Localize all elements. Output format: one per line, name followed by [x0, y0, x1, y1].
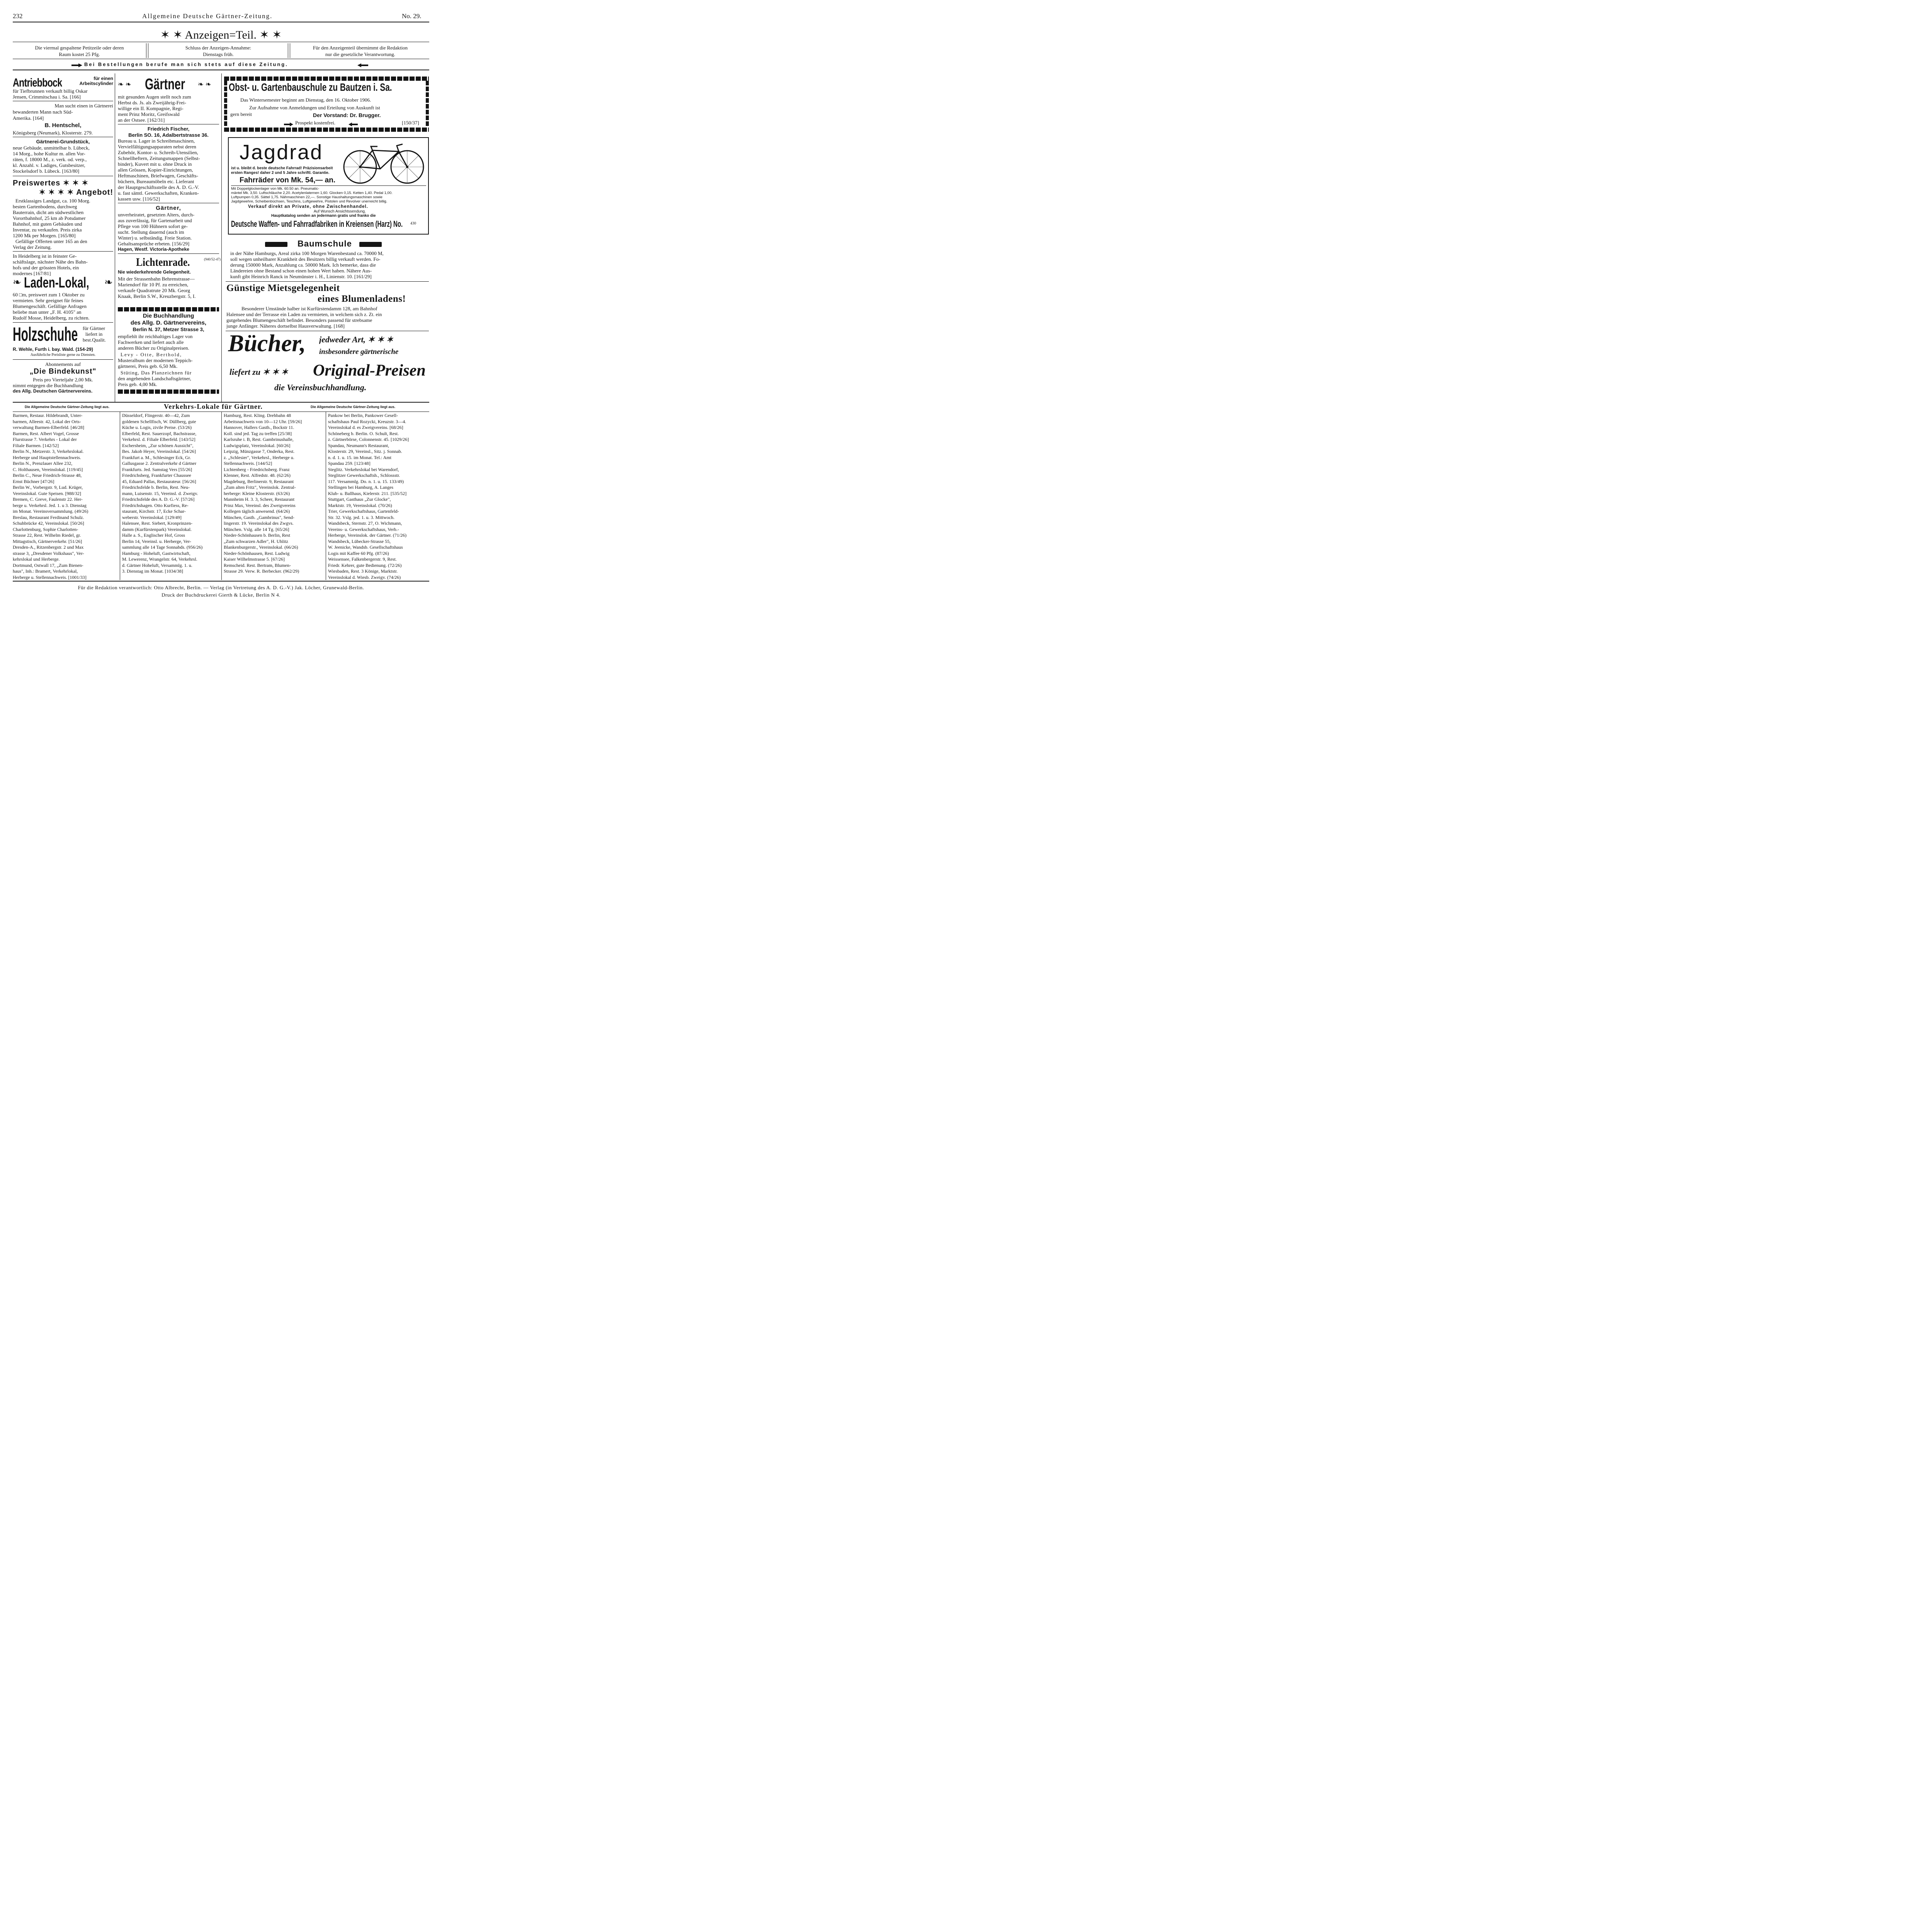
lokale-line: Friedrichshagen. Otto Kurfiess, Re-	[122, 502, 189, 508]
ad-headline: Obst- u. Gartenbauschule zu Bautzen i. Sa.	[229, 81, 392, 93]
newspaper-page: 232 Allgemeine Deutsche Gärtner-Zeitung. No. 29. ✶ ✶ Anzeigen=Teil. ✶ ✶ Die viermal gespaltene Petitzeile oder deren Raum kostet 25 Pfg. Schluss der Anzeigen-Annahme: Dienstags früh. Für den Anzeigenteil übernimmt die Redaktion nur die gesetzliche Verantwortung. Bei Bestellungen berufe man sich stets auf diese Zeitung. Antriebbock für einen Arbeitscylinder für Tiefbrunnen verkauft billig Oskar Jensen, Crimmitschau i. Sa. [166] Man sucht einen in Gärtnerei bewanderten Mann nach Süd- Amerika. [164] B. Hentschel, Königsberg (Neumark), Klosterstr. 279. Gärtnerei-Grundstück, neue Gebäude, unmittelbar b. Lübeck, 14 Morg., hohe Kultur m. allen Vor- räten, f. 18000 M., z. verk. od. verp., kl. Anzahl. v. Ladiges, Gutsbesitzer, Stockelsdorf b. Lübeck. [163/80] Preiswertes ✶ ✶ ✶ ✶ ✶ ✶ ✶ Angebot! Erstklassiges Landgut, ca. 100 Morg. besten Gartenbodens, durchweg Bauterrain, dicht am südwestlichen Vorortbahnhof, 25 km ab Potsdamer Bahnhof, mit guten Gebäuden und Inventar, zu verkaufen. Preis zirka 1200 Mk per Morgen. [165/80] Gefällige Offerten unter 165 an den Verlag der Zeitung. In Heidelberg ist in feinster Ge- schäftslage, nächster Nähe des Bahn- hofs und der grössten Hotels, ein modernes [167/81] ❧ Laden-Lokal, ❧ 60 □m, preiswert zum 1 Oktober zu vermieten. Sehr geeignet für feines Blumengeschäft. Gefällige Anfragen beliebe man unter „F. H. 4105" an Rudolf Mosse, Heidelberg, zu richten. Holzschuhe für Gärtner liefert in best.Qualit. R. Wehle, Furth i. bay. Wald. (154-29) Ausführliche Preisliste gerne zu Diensten. Abonnements auf „Die Bindekunst" Preis pro Vierteljahr 2,00 Mk. nimmt entgegen die Buchhandlung des Allg. Deutschen Gärtnervereins. ❧ ❧ Gärtner ❧ ❧ mit gesunden Augen stellt noch zum Herbst ds. Js. als Zweijährig-Frei- willige ein II. Kompagnie, Regi- ment Prinz Moritz, Greifswald an der Ostsee. [162/31] Friedrich Fischer, Berlin SO. 16, Adalbertstrasse 36. Bureau u. Lager in Schreibmaschinen, Vervielfältigungsapparaten nebst deren Zubehör, Kontor- u. Schreib-Utensilien, Schnellheftern, Zeitungsmappen (Selbst- binder), Kuvert mit u. ohne Druck in allen Grössen, Kopier-Einrichtungen, Heftmaschinen, Briefwagen, Geschäfts- büchern, Bureaumöbeln etc. Lieferant der Hauptgeschäftsstelle des A. D. G.-V. u. fast sämtl. Gewerkschaften, Kranken- kassen usw. [116/52] Gärtner, unverheiratet, gesetzten Alters, durch- aus zuverlässig, für Gartenarbeit und Pflege von 100 Hühnern sofort ge- sucht. Stellung dauernd (auch im Winter) u. selbständig. Freie Station. Gehaltsansprüche erbeten. [156/29] Hagen, Westf. Victoria-Apotheke Lichtenrade. (940/52-47) Nie wiederkehrende Gelegenheit. Mit der Strassenbahn Behrenstrasse— Mariendorf für 10 Pf. zu erreichen, verkaufe Quadratrute 20 Mk. Georg Knaak, Berlin S.W., Kreuzbergstr. 5, I. Die Buchhandlung des Allg. D. Gärtnervereins, Berlin N. 37, Metzer Strasse 3, empfiehlt ihr reichhaltiges Lager von Fachwerken und liefert auch alle anderen Bücher zu Originalpreisen. Levy - Otte, Berthold, Musteralbum der modernen Teppich- gärtnerei, Preis geb. 6,50 Mk. Stüting, Das Planzeichnen für den angehenden Landschaftsgärtner, Preis geb. 4,00 Mk. Obst- u. Gartenbauschule zu Bautzen i. Sa. Das Wintersemester beginnt am Dienstag, den 16. Oktober 1906. Zur Aufnahme von Anmeldungen und Erteilung von Auskunft ist gern bereit Der Vorstand: Dr. Brugger. Prospekt kostenfrei. [150/37] Jagdrad ist u. bleibt d. beste deutsche Fahrrad! Präzisionsarbeit ersten Ranges! daher 2 und 5 Jahre schriftl. Garantie. Fahrräder von Mk. 54,— an. Mit Doppelglockenlager von Mk. 60.50 an. Pneumatic- mäntel Mk. 3,50. Luftschläuche 2,20. Acetylenlaternen 1,60. Glocken 0,15. Ketten 1,40. Pedal 1,00. Luftpumpen 0,35. Sättel 1,75. Nähmaschinen 22,—. Sonstige Haushaltungsmaschinen sowie Jagdgewehre, Scheibenbüchsen, Teschins, Luftgewehre, Pistolen und Revolver unerreicht billig. Verkauf direkt an Private, ohne Zwischenhandel. Auf Wunsch Ansichtssendung. Hauptkatalog senden an jedermann gratis und franko die Deutsche Waffen- und Fahrradfabriken in Kreiensen (Harz) No. 430 Baumschule in der Nähe Hamburgs, Areal zirka 100 Morgen Warenbestand ca. 70000 M, soll wegen unheilbarer Krankheit des Besitzers billig verkauft werden. Fo- derung 150000 Mark, Anzahlung ca. 50000 Mark. Ich bemerke, dass die Ländereien ohne Bestand schon einen hohen Wert haben. Nähere Aus- kunft gibt Heinrich Ranck in Neumünster i. H., Linienstr. 10. [161/29] Günstige Mietsgelegenheit eines Blumenladens! Besonderer Umstände halber ist Kurfürstendamm 128, am Bahnhof Halensee und der Terrasse ein Laden zu vermieten, in welchem sich z. Zt. ein gutgehendes Blumengeschäft befindet. Besonders passend für strebsame junge Anfänger. Näheres dortselbst Hausverwaltung. [168] Bücher, jedweder Art, ✶ ✶ ✶ insbesondere gärtnerische liefert zu ✶ ✶ ✶ Original-Preisen die Vereinsbuchhandlung. Die Allgemeine Deutsche Gärtner-Zeitung liegt aus. Verkehrs-Lokale für Gärtner. Die Allgemeine Deutsche Gärtner-Zeitung liegt aus. Barmen, Restaur. Hildebrandt, Unter- barmen, Alleestr. 42, Lokal der Orts- verwaltung Barmen-Elberfeld. [46/28] Barmen, Rest. Albert Vogel, Grosse Flurstrasse 7. Verkehrs - Lokal der Filiale Barmen. [142/52] Berlin N., Metzerstr. 3, Verkehrslokal. Herberge und Hauptstellennachweis. Berlin N., Prenzlauer Allee 232, C. Holthausen, Vereinslokal. [119/45] Berlin C., Neue Friedrich-Strasse 48, Ernst Büchner [47/26] Berlin W., Vorbergstr. 9, Lud. Krüger, Vereinslokal. Gute Speisen. [988/32] Bremen, C. Greve, Faulenstr 22. Her- berge u. Verkehrsl. Jed. 1. u 3. Dienstag im Monat. Vereinsversammlung. (49/26) Breslau, Restaurant Ferdinand Schulz. Schuhbrücke 42, Vereinslokal. [50/26] Charlottenburg, Sophie Charlotten- Strasse 22, Rest. Wilhelm Riedel, gr. Mittagstisch, Gärtnerverkehr. [51/26] Dresden-A., Ritzenbergstr. 2 und Max strasse 3, „Dresdener Volkshaus", Ver- kehrslokal und Herberge. Dortmund, Ostwall 17, „Zum Bienen- haus", Inh.: Bramert, Verkehrlokal, Herberge u. Stellennachweis. [1001/33] Düsseldorf, Flingerstr. 40—42, Zum goldenen Schellfisch, W. Düllberg, gute Küche u. Logis, zivile Preise. (53/26) Elberfeld, Rest. Sauerzopf, Bachstrasse, Verkehrsl. d. Filiale Elberfeld. [143/52] Eschersheim, „Zur schönen Aussicht", Bes. Jakob Heyer, Vereinslokal. [54/26] Frankfurt a. M., Schlesinger Eck, Gr. Gallusgasse 2. Zentralverkehr d Gärtner Frankfurts. Jed. Samstag Vers [55/26] Friedrichsberg, Frankfurter Chaussee 45, Eduard Pallas, Restaurateur. [56/26] Friedrichsfelde b. Berlin, Rest. Neu- mann, Luisenstr. 15, Vereinsl. d. Zweigv. Friedrichsfelde des A. D. G.-V. [57/26] Friedrichshagen. Otto Kurfiess, Re- staurant, Kirchstr. 17, Ecke Schar- weberstr. Vereinslokal. [129/49] Halensee, Rest. Siebert, Kronprinzen- damm (Kurfürstenpark) Vereinslokal. Halle a. S., Englischer Hof, Gross Berlin 14, Vereinsl. u. Herberge, Ver- sammlung alle 14 Tage Sonnabds. (956/26) Hamburg - Hoheluft, Gastwirtschaft, M. Lewerenz, Wrangelstr. 64, Verkehrsl. d. Gärtner Hoheluft, Versammlg. 1. u. 3. Dienstag im Monat. [1034/38] Hamburg, Rest. Kling. Drehbahn 48 Arbeitsnachweis von 10—12 Uhr. [59/26] Hannover, Hallers Gasth., Bockstr 11. Koll. sind jed. Tag zu treffen [25/38] Karlsruhe i. B, Rest. Gambrinushalle, Ludwigsplatz, Vereinslokal. [60/26] Leipzig, Münzgasse 7, Onderka, Rest. z. „Schlesier", Verkehrsl., Herberge u. Stellennachweis. [144/52] Lichtenberg - Friedrichsberg. Franz Klenner, Rest. Alfredstr. 48. (62/26) Magdeburg, Berlinerstr. 9, Restaurant „Zum alten Fritz", Vereinslok. Zentral- herberge: Kleine Klosterstr. (63/26) Mannheim H. 3. 3, Scheer, Restaurant Prinz Max, Vereinsl. des Zweigvereins Kollegen täglich anwesend. (64/26) München, Gasth. „Gambrinus", Send- lingerstr. 19. Vereinslokal des Zwgvs. München. Vslg. alle 14 Tg. [65/26] Nieder-Schönhausen b. Berlin, Rest „Zum schwarzen Adler", H. Uhlitz Blankenburgerstr., Vereinslokal. (66/26) Nieder-Schönhausen, Rest. Ludwig Kaiser Wilhelmstrasse 5. [67/26] Remscheid. Rest. Bertram, Blumen- Strasse 29. Verw. R. Berbecker. (962/29) Pankow bei Berlin, Pankower Gesell- schaftshaus Paul Rozycki, Kreuzstr. 3—4. Vereinslokal d. es Zweigvereins. [68/26] Schöneberg b. Berlin. O. Schult, Rest. z. Gärtnerbörse, Colonnenstr. 45. [1029/26] Spandau, Neumann's Restaurant, Klosterstr. 29, Vereinsl., Sitz. j. Sonnab. n. d. 1. u. 15. im Monat. Tel.: Amt Spandau 259. [123/48] Steglitz. Verkehrslokal bei Warendorf, Steglitzer Gewerkschaftsh., Schlossstr. 117. Versammlg. Do. n. 1. u. 15. 133/49) Stellingen bei Hamburg, A. Langes Klub- u. Ballhaus, Kielerstr. 211. [535/52] Stuttgart, Gasthaus „Zur Glocke", Marktstr. 19, Vereinslokal. (70/26) Trier, Gewerkschaftshaus, Gartenfeld- Str. 32. Vslg. jed. 1. u. 3. Mittwoch. Wandsbeck, Sternstr. 27, O. Wichmann, Vereins- u. Gewerkschaftshaus, Verb.- Herberge, Vereinslok. der Gärtner. (71/26) Wandsbeck, Lübecker-Strasse 55, W. Jeenicke, Wandsb. Gesellschaftshaus Logis mit Kaffee 60 Pfg. (87/26) Weissensee, Falkenbergerstr. 9, Rest. Friedr. Kehrer, gute Bedienung. (72/26) Wiesbaden, Rest. 3 Könige, Marktstr. Vereinslokal d. Wiesb. Zweigv. (74/26) Für die Redaktion verantwortlich: Otto Albrecht, Berlin. — Verlag (in Vertretung des A. D. G.-V.) Jak. Löcher, Grunewald-Berlin. Druck der Buchdruckerei Gierth & Lücke, Berlin N 4.	[0, 0, 439, 605]
ad-headline: Günstige Mietsgelegenheit	[226, 283, 340, 293]
lokale-line: Schöneberg b. Berlin. O. Schult, Rest.	[328, 430, 399, 436]
ad-headline: Bücher,	[228, 330, 306, 357]
lokale-line: Wandsbeck, Sternstr. 27, O. Wichmann,	[328, 520, 402, 526]
lokale-line: Remscheid. Rest. Bertram, Blumen-	[224, 562, 291, 568]
lokale-line: Logis mit Kaffee 60 Pfg. (87/26)	[328, 550, 389, 556]
issue-number: No. 29.	[402, 12, 422, 20]
lokale-line: schaftshaus Paul Rozycki, Kreuzstr. 3—4.	[328, 418, 406, 424]
lokale-line: Filiale Barmen. [142/52]	[13, 442, 59, 448]
lokale-line: Vereinslokal d. Wiesb. Zweigv. (74/26)	[328, 574, 401, 580]
ornament-icon: ❧ ❧	[198, 80, 211, 88]
lokale-line: Barmen, Restaur. Hildebrandt, Unter-	[13, 413, 83, 418]
lokale-line: Klub- u. Ballhaus, Kielerstr. 211. [535/52]	[328, 490, 407, 496]
lokale-line: Stellingen bei Hamburg, A. Langes	[328, 485, 394, 490]
lokale-line: Arbeitsnachweis von 10—12 Uhr. [59/26]	[224, 418, 302, 424]
lokale-line: damm (Kurfürstenpark) Vereinslokal.	[122, 526, 192, 532]
lokale-line: Halle a. S., Englischer Hof, Gross	[122, 532, 185, 538]
ad-headline: Antriebbock	[13, 76, 62, 89]
lokale-line: Leipzig, Münzgasse 7, Onderka, Rest.	[224, 449, 295, 454]
lokale-line: Breslau, Restaurant Ferdinand Schulz.	[13, 514, 84, 520]
bicycle-icon	[341, 142, 428, 186]
lokale-line: n. d. 1. u. 15. im Monat. Tel.: Amt	[328, 454, 391, 460]
lokale-line: Vereins- u. Gewerkschaftshaus, Verb.-	[328, 526, 399, 532]
lokale-line: Dortmund, Ostwall 17, „Zum Bienen-	[13, 562, 83, 568]
lokale-line: Küche u. Logis, zivile Preise. (53/26)	[122, 425, 192, 430]
lokale-line: Elberfeld, Rest. Sauerzopf, Bachstrasse,	[122, 430, 197, 436]
lokale-line: Ludwigsplatz, Vereinslokal. [60/26]	[224, 442, 291, 448]
lokale-line: Steglitzer Gewerkschaftsh., Schlossstr.	[328, 473, 400, 478]
lokale-line: Wandsbeck, Lübecker-Strasse 55,	[328, 538, 391, 544]
lokale-line: z. Gärtnerbörse, Colonnenstr. 45. [1029/26]	[328, 437, 409, 442]
lokale-line: Stuttgart, Gasthaus „Zur Glocke",	[328, 497, 391, 502]
lokale-line: verwaltung Barmen-Elberfeld. [46/28]	[13, 425, 84, 430]
lokale-line: Blankenburgerstr., Vereinslokal. (66/26)	[224, 544, 298, 550]
lokale-line: Berlin N., Prenzlauer Allee 232,	[13, 461, 73, 466]
lokale-line: Barmen, Rest. Albert Vogel, Grosse	[13, 430, 79, 436]
lokale-line: haus", Inh.: Bramert, Verkehrlokal,	[13, 568, 78, 574]
lokale-line: Kollegen täglich anwesend. (64/26)	[224, 509, 290, 514]
lokale-line: strasse 3, „Dresdener Volkshaus", Ver-	[13, 550, 84, 556]
lokale-line: Mittagstisch, Gärtnerverkehr. [51/26]	[13, 538, 82, 544]
lokale-line: Strasse 22, Rest. Wilhelm Riedel, gr.	[13, 532, 81, 538]
lokale-line: Frankfurt a. M., Schlesinger Eck, Gr.	[122, 454, 191, 460]
lokale-line: Berlin 14, Vereinsl. u. Herberge, Ver-	[122, 538, 191, 544]
lokale-line: Str. 32. Vslg. jed. 1. u. 3. Mittwoch.	[328, 514, 395, 520]
ad-headline: Laden-Lokal,	[24, 275, 89, 291]
ornament-icon: ❧ ❧	[118, 80, 131, 88]
lokale-line: 117. Versammlg. Do. n. 1. u. 15. 133/49)	[328, 478, 404, 484]
lokale-line: Koll. sind jed. Tag zu treffen [25/38]	[224, 430, 292, 436]
lokale-line: Berlin C., Neue Friedrich-Strasse 48,	[13, 473, 82, 478]
lokale-line: Karlsruhe i. B, Rest. Gambrinushalle,	[224, 437, 294, 442]
lokale-line: Klenner, Rest. Alfredstr. 48. (62/26)	[224, 473, 291, 478]
lokale-line: 45, Eduard Pallas, Restaurateur. [56/26]	[122, 478, 196, 484]
lokale-line: Vereinslokal d. es Zweigvereins. [68/26]	[328, 425, 403, 430]
lokale-line: z. „Schlesier", Verkehrsl., Herberge u.	[224, 454, 294, 460]
ad-headline: Jagdrad	[240, 141, 323, 164]
pointing-hand-left-icon	[357, 63, 368, 70]
lokale-line: Trier, Gewerkschaftshaus, Gartenfeld-	[328, 509, 399, 514]
lokale-line: herberge: Kleine Klosterstr. (63/26)	[224, 490, 290, 496]
lokale-line: Friedrichsberg, Frankfurter Chaussee	[122, 473, 191, 478]
page-title: Allgemeine Deutsche Gärtner-Zeitung.	[142, 12, 273, 20]
lokale-line: Hannover, Hallers Gasth., Bockstr 11.	[224, 425, 294, 430]
lokale-line: „Zum alten Fritz", Vereinslok. Zentral-	[224, 485, 296, 490]
lokale-line: Nieder-Schönhausen b. Berlin, Rest	[224, 532, 291, 538]
lokale-line: Kaiser Wilhelmstrasse 5. [67/26]	[224, 556, 285, 562]
lokale-line: Nieder-Schönhausen, Rest. Ludwig	[224, 550, 290, 556]
lokale-line: Verkehrsl. d. Filiale Elberfeld. [143/52]	[122, 437, 195, 442]
lokale-line: M. Lewerenz, Wrangelstr. 64, Verkehrsl.	[122, 556, 197, 562]
lokale-line: Bremen, C. Greve, Faulenstr 22. Her-	[13, 497, 83, 502]
lokale-line: Eschersheim, „Zur schönen Aussicht",	[122, 442, 194, 448]
lokale-line: Marktstr. 19, Vereinslokal. (70/26)	[328, 502, 392, 508]
lokale-line: goldenen Schellfisch, W. Düllberg, gute	[122, 418, 196, 424]
lokale-line: Mannheim H. 3. 3, Scheer, Restaurant	[224, 497, 295, 502]
lokale-line: staurant, Kirchstr. 17, Ecke Schar-	[122, 509, 186, 514]
ornamental-border	[118, 389, 219, 394]
lokale-line: W. Jeenicke, Wandsb. Gesellschaftshaus	[328, 544, 403, 550]
ad-headline: Baumschule	[297, 239, 352, 248]
ornament-icon: ❧	[13, 277, 21, 288]
lokale-line: d. Gärtner Hoheluft, Versammlg. 1. u.	[122, 562, 192, 568]
lokale-line: Spandau, Neumann's Restaurant,	[328, 442, 389, 448]
lokale-line: Prinz Max, Vereinsl. des Zweigvereins	[224, 502, 296, 508]
lokale-line: Strasse 29. Verw. R. Berbecker. (962/29)	[224, 568, 299, 574]
lokale-line: Gallusgasse 2. Zentralverkehr d Gärtner	[122, 461, 197, 466]
lokale-line: Stellennachweis. [144/52]	[224, 461, 272, 466]
printer-line: Druck der Buchdruckerei Gierth & Lücke, Berlin N 4.	[161, 592, 280, 598]
lokale-line: München, Gasth. „Gambrinus", Send-	[224, 514, 294, 520]
ornamental-border	[118, 307, 219, 311]
lokale-line: barmen, Alleestr. 42, Lokal der Orts-	[13, 418, 81, 424]
lokale-line: Düsseldorf, Flingerstr. 40—42, Zum	[122, 413, 190, 418]
lokale-line: Flurstrasse 7. Verkehrs - Lokal der	[13, 437, 77, 442]
notice-line: Bei Bestellungen berufe man sich stets auf diese Zeitung.	[84, 61, 288, 67]
ornamental-border	[224, 128, 429, 132]
lokale-line: Klosterstr. 29, Vereinsl., Sitz. j. Sonnab.	[328, 449, 402, 454]
lokale-line: weberstr. Vereinslokal. [129/49]	[122, 514, 182, 520]
lokale-line: Halensee, Rest. Siebert, Kronprinzen-	[122, 520, 192, 526]
lokale-line: Hamburg - Hoheluft, Gastwirtschaft,	[122, 550, 190, 556]
lokale-line: Friedrichsfelde b. Berlin, Rest. Neu-	[122, 485, 190, 490]
section-title: ✶ ✶ Anzeigen=Teil. ✶ ✶	[160, 29, 282, 41]
section-heading: Verkehrs-Lokale für Gärtner.	[164, 403, 263, 410]
lokale-line: mann, Luisenstr. 15, Vereinsl. d. Zweigv.	[122, 490, 198, 496]
lokale-line: Bes. Jakob Heyer, Vereinslokal. [54/26]	[122, 449, 196, 454]
ad-headline: Gärtner	[145, 76, 185, 93]
lokale-line: Herberge und Hauptstellennachweis.	[13, 454, 81, 460]
lokale-line: kehrslokal und Herberge.	[13, 556, 60, 562]
ornament-icon: ❧	[104, 277, 113, 288]
lokale-line: Wiesbaden, Rest. 3 Könige, Marktstr.	[328, 568, 398, 574]
lokale-line: Steglitz. Verkehrslokal bei Warendorf,	[328, 466, 399, 472]
ad-jagdrad: Jagdrad ist u. bleibt d. beste deutsche Fahrrad! Präzisionsarbeit ersten Ranges! daher 2 und 5 Jahre schriftl. Garantie. Fahrräder von Mk. 54,— an. Mit Doppelglockenlager von Mk. 60.50 an. Pneumatic- mäntel Mk. 3,50. Luftschläuche 2,20. Acetylenlaternen 1,60. Glocken 0,15. Ketten 1,40. Pedal 1,00. Luftpumpen 0,35. Sättel 1,75. Nähmaschinen 22,—. Sonstige Haushaltungsmaschinen sowie Jagdgewehre, Scheibenbüchsen, Teschins, Luftgewehre, Pistolen und Revolver unerreicht billig. Verkauf direkt an Private, ohne Zwischenhandel. Auf Wunsch Ansichtssendung. Hauptkatalog senden an jedermann gratis und franko die Deutsche Waffen- und Fahrradfabriken in Kreiensen (Harz) No. 430	[228, 137, 429, 235]
lokale-line: Hamburg, Rest. Kling. Drehbahn 48	[224, 413, 291, 418]
lokale-line: Pankow bei Berlin, Pankower Gesell-	[328, 413, 398, 418]
lokale-line: Schuhbrücke 42, Vereinslokal. [50/26]	[13, 520, 84, 526]
lokale-line: Lichtenberg - Friedrichsberg. Franz	[224, 466, 290, 472]
lokale-line: lingerstr. 19. Vereinslokal des Zwgvs.	[224, 520, 294, 526]
lokale-line: Magdeburg, Berlinerstr. 9, Restaurant	[224, 478, 294, 484]
lokale-line: Friedrichsfelde des A. D. G.-V. [57/26]	[122, 497, 195, 502]
lokale-line: Dresden-A., Ritzenbergstr. 2 und Max	[13, 544, 84, 550]
lokale-line: Vereinslokal. Gute Speisen. [988/32]	[13, 490, 81, 496]
lokale-line: Berlin W., Vorbergstr. 9, Lud. Krüger,	[13, 485, 83, 490]
lokale-line: „Zum schwarzen Adler", H. Uhlitz	[224, 538, 288, 544]
lokale-line: C. Holthausen, Vereinslokal. [119/45]	[13, 466, 83, 472]
lokale-line: München. Vslg. alle 14 Tg. [65/26]	[224, 526, 289, 532]
lokale-line: Weissensee, Falkenbergerstr. 9, Rest.	[328, 556, 397, 562]
lokale-line: Friedr. Kehrer, gute Bedienung. (72/26)	[328, 562, 402, 568]
page-number: 232	[13, 12, 23, 20]
lokale-line: sammlung alle 14 Tage Sonnabds. (956/26)	[122, 544, 203, 550]
ornament-icon	[359, 242, 382, 247]
ad-headline: Lichtenrade.	[136, 256, 190, 269]
lokale-line: Herberge u. Stellennachweis. [1001/33]	[13, 574, 87, 580]
lokale-line: Charlottenburg, Sophie Charlotten-	[13, 526, 78, 532]
lokale-line: Spandau 259. [123/48]	[328, 461, 371, 466]
ornament-icon	[265, 242, 287, 247]
lokale-line: Berlin N., Metzerstr. 3, Verkehrslokal.	[13, 449, 84, 454]
ad-headline: „Die Bindekunst"	[29, 367, 97, 376]
lokale-line: Herberge, Vereinslok. der Gärtner. (71/26)	[328, 532, 407, 538]
lokale-line: 3. Dienstag im Monat. [1034/38]	[122, 568, 183, 574]
imprint-line: Für die Redaktion verantwortlich: Otto Albrecht, Berlin. — Verlag (in Vertretung des A. D. G.-V.) Jak. Löcher, Grunewald-Berlin.	[78, 585, 364, 590]
lokale-line: berge u. Verkehrsl. Jed. 1. u 3. Dienstag	[13, 502, 87, 508]
lokale-line: Ernst Büchner [47/26]	[13, 478, 54, 484]
ad-headline: Gärtner,	[156, 205, 181, 211]
lokale-line: im Monat. Vereinsversammlung. (49/26)	[13, 509, 88, 514]
lokale-line: Frankfurts. Jed. Samstag Vers [55/26]	[122, 466, 192, 472]
pointing-hand-icon	[71, 63, 82, 70]
ad-headline: Holzschuhe	[13, 323, 78, 345]
ornamental-border	[224, 77, 429, 81]
